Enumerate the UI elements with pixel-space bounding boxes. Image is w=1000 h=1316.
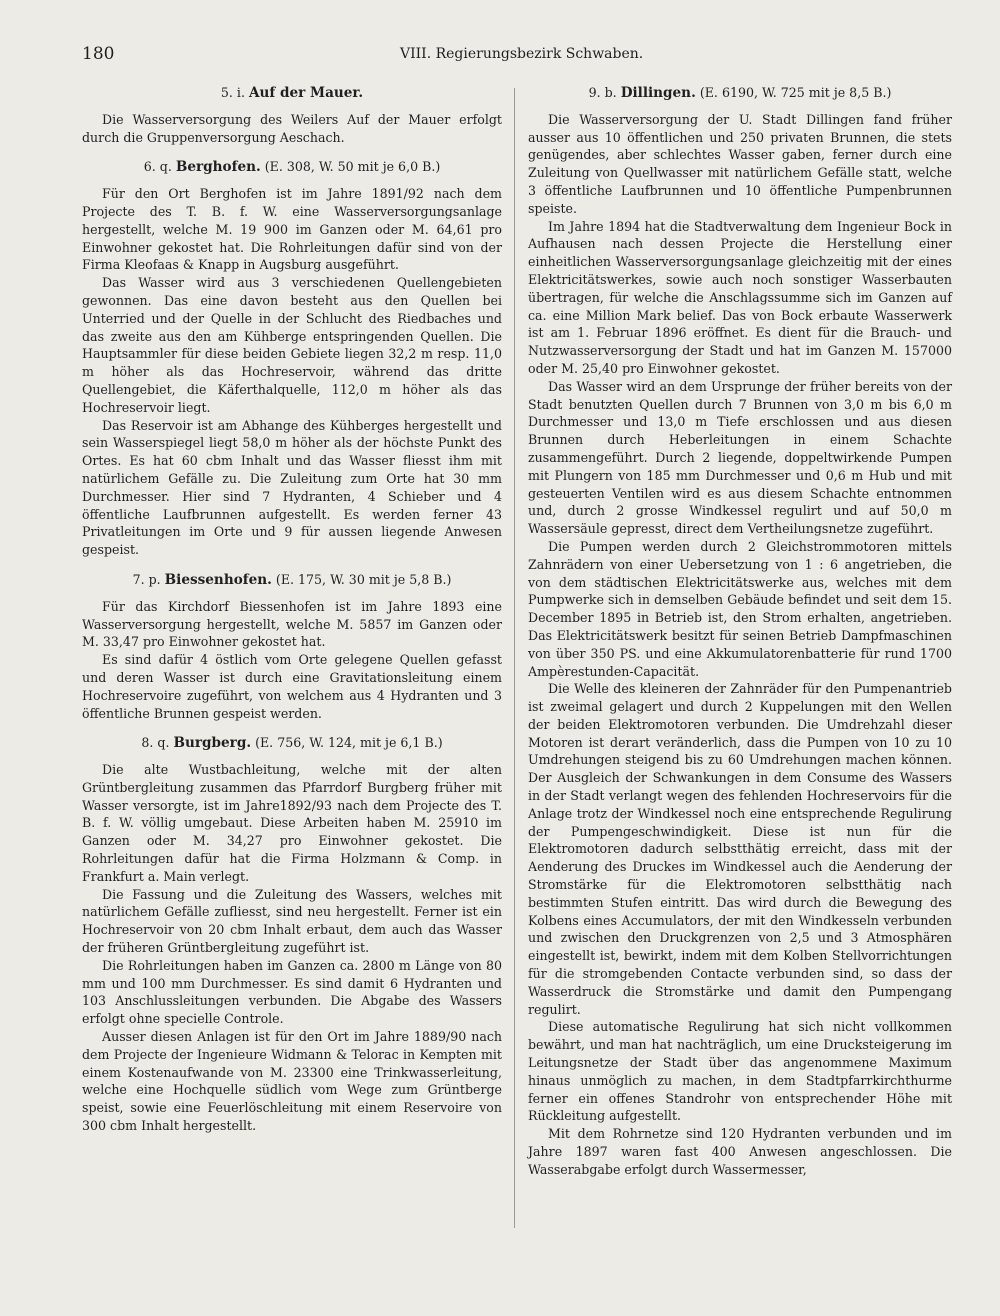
body-paragraph: Es sind dafür 4 östlich vom Orte gelegene Quellen gefasst und deren Wasser ist durch eine Gravitationsleitung einem Hochreservoire zugeführt, von welchem aus 4 Hydranten und 3 öffentliche Brunnen gespeist werden. (82, 652, 502, 721)
section-number: 8. q. (141, 735, 170, 751)
left-column (82, 84, 502, 1135)
body-paragraph: Für den Ort Berghofen ist im Jahre 1891/92 nach dem Projecte des T. B. f. W. eine Wasserversorgungsanlage hergestellt, welche M. 19 900 im Ganzen oder M. 64,61 pro Einwohner gekostet hat. Die Rohrleitungen dafür sind von der Firma Kleofaas & Knapp in Augsburg ausgeführt. (82, 186, 502, 273)
body-paragraph: Die Wasserversorgung der U. Stadt Dillingen fand früher ausser aus 10 öffentlichen und 250 privaten Brunnen, die stets genügendes, aber schlechtes Wasser gaben, ferner durch eine Zuleitung von Quellwasser mit natürlichem Gefälle statt, welche 3 öffentliche Laufbrunnen und 10 öffentliche Pumpenbrunnen speiste. (528, 111, 952, 216)
body-paragraph: Die Pumpen werden durch 2 Gleichstrommotoren mittels Zahnrädern von einer Uebersetzung von 1 : 6 angetrieben, die von dem städtischen Elektricitätswerke aus, welches mit dem Pumpwerke sich in demselben Gebäude befindet und seit dem 15. December 1895 in Betrieb ist, den Strom erhalten, angetrieben. Das Elektricitätswerk besitzt für seinen Betrieb Dampfmaschinen von über 350 PS. und eine Akkumulatorenbatterie für rund 1700 Ampèrestunden-Capacität. (528, 538, 952, 679)
section-place-name: Biessenhofen. (164, 571, 272, 588)
section-statistics: (E. 6190, W. 725 mit je 8,5 B.) (699, 85, 892, 100)
section-place-name: Auf der Mauer. (248, 85, 364, 101)
body-paragraph: Die Welle des kleineren der Zahnräder für den Pumpenantrieb ist zweimal gelagert und durch 2 Kuppelungen mit den Wellen der beiden Elektromotoren verbunden. Die Umdrehzahl dieser Motoren ist derart veränderlich, dass die Pumpen von 10 zu 10 Umdrehungen steigend bis zu 60 Umdrehungen machen können. Der Ausgleich der Schwankungen in dem Consume des Wassers in der Stadt verlangt wegen des fehlenden Hochreservoirs für die Anlage trotz der Windkessel noch eine entsprechende Regulirung der Pumpengeschwindigkeit. Diese ist nun für die Elektromotoren dadurch selbstthätig erreicht, dass mit der Aenderung des Druckes im Windkessel auch die Aenderung der Stromstärke für die Elektromotoren selbstthätig nach bestimmten Stufen eintritt. Das wird durch die Bewegung des Kolbens eines Accumulators, der mit den Windkesseln verbunden und zwischen den Druckgrenzen von 2,5 und 3 Atmosphären eingestellt ist, bewirkt, indem mit dem Kolben Stellvorrichtungen für die stromgebenden Contacte verbunden sind, so dass der Wasserdruck die Stromstärke und damit den Pumpengang regulirt. (528, 681, 952, 1017)
body-paragraph: Das Reservoir ist am Abhange des Kühberges hergestellt und sein Wasserspiegel liegt 58,0 m höher als der höchste Punkt des Ortes. Es hat 60 cbm Inhalt und das Wasser fliesst ihm mit natürlichem Gefälle zu. Die Zuleitung zum Orte hat 30 mm Durchmesser. Hier sind 7 Hydranten, 4 Schieber und 4 öffentliche Laufbrunnen aufgestellt. Es werden ferner 43 Privatleitungen im Orte und 9 für aussen liegende Anwesen gespeist. (82, 417, 502, 558)
body-paragraph: Die Fassung und die Zuleitung des Wassers, welches mit natürlichem Gefälle zufliesst, sind neu hergestellt. Ferner ist ein Hochreservoir von 20 cbm Inhalt erbaut, dem auch das Wasser der früheren Grüntbergleitung zugeführt ist. (82, 886, 502, 956)
running-head: VIII. Regierungsbezirk Schwaben. (400, 46, 644, 62)
section-place-name: Berghofen. (175, 159, 261, 176)
column-divider (514, 88, 515, 1228)
section-place-name: Burgberg. (173, 735, 252, 752)
body-paragraph: Die Rohrleitungen haben im Ganzen ca. 2800 m Länge von 80 mm und 100 mm Durchmesser. Es sind damit 6 Hydranten und 103 Anschlussleitungen verbunden. Die Abgabe des Wassers erfolgt ohne specielle Controle. (82, 957, 502, 1027)
body-paragraph: Diese automatische Regulirung hat sich nicht vollkommen bewährt, und man hat nachträglich, um eine Drucksteigerung im Leitungsnetze der Stadt über das angenommene Maximum hinaus unmöglich zu machen, in dem Stadtpfarrkirchthurme ferner ein offenes Standrohr von entsprechender Höhe mit Rückleitung aufgestellt. (528, 1019, 952, 1124)
page-header (82, 44, 948, 70)
body-paragraph: Im Jahre 1894 hat die Stadtverwaltung dem Ingenieur Bock in Aufhausen nach dessen Projecte die Herstellung einer einheitlichen Wasserversorgungsanlage gleichzeitig mit der eines Elektricitätswerkes, sowie auch noch sonstiger Wasserbauten übertragen, für welche die Anschlagssumme sich im Ganzen auf ca. eine Million Mark belief. Das von Bock erbaute Wasserwerk ist am 1. Februar 1896 eröffnet. Es dient für die Brauch- und Nutzwasserversorgung der Stadt und hat im Ganzen M. 157000 oder M. 25,40 pro Einwohner gekostet. (528, 218, 952, 376)
section-heading (528, 84, 952, 103)
section-number: 7. p. (132, 571, 161, 587)
body-paragraph: Mit dem Rohrnetze sind 120 Hydranten verbunden und im Jahre 1897 waren fast 400 Anwesen angeschlossen. Die Wasserabgabe erfolgt durch Wassermesser, (528, 1126, 952, 1177)
body-paragraph: Ausser diesen Anlagen ist für den Ort im Jahre 1889/90 nach dem Projecte der Ingenieure Widmann & Telorac in Kempten mit einem Kostenaufwande von M. 23300 eine Trinkwasserleitung, welche eine Hochquelle südlich vom Wege zum Grüntberge speist, sowie eine Feuerlöschleitung mit einem Reservoire von 300 cbm Inhalt hergestellt. (82, 1029, 502, 1134)
section-statistics: (E. 175, W. 30 mit je 5,8 B.) (275, 571, 452, 587)
section-number: 9. b. (588, 85, 617, 100)
body-paragraph: Die Wasserversorgung des Weilers Auf der Mauer erfolgt durch die Gruppenversorgung Aeschach. (82, 111, 502, 145)
body-paragraph: Das Wasser wird aus 3 verschiedenen Quellengebieten gewonnen. Das eine davon besteht aus den Quellen bei Unterried und der Quelle in der Schlucht des Riedbaches und das zweite aus den am Kühberge entspringenden Quellen. Die Hauptsammler für diese beiden Gebiete liegen 32,2 m resp. 11,0 m höher als das Hochreservoir, während das dritte Quellengebiet, die Käferthalquelle, 112,0 m höher als das Hochreservoir liegt. (82, 275, 502, 415)
page-number: 180 (82, 44, 115, 64)
right-column (528, 84, 952, 1179)
body-paragraph: Die alte Wustbachleitung, welche mit der alten Grüntbergleitung zusammen das Pfarrdorf Burgberg früher mit Wasser versorgte, ist im Jahre1892/93 nach dem Projecte des T. B. f. W. völlig umgebaut. Diese Arbeiten haben M. 25910 im Ganzen oder M. 34,27 pro Einwohner gekostet. Die Rohrleitungen dafür hat die Firma Holzmann & Comp. in Frankfurt a. Main verlegt. (82, 762, 502, 884)
section-place-name: Dillingen. (620, 85, 696, 101)
section-number: 6. q. (143, 159, 172, 175)
body-paragraph: Für das Kirchdorf Biessenhofen ist im Jahre 1893 eine Wasserversorgung hergestellt, welche M. 5857 im Ganzen oder M. 33,47 pro Einwohner gekostet hat. (82, 598, 502, 650)
section-number: 5. i. (220, 85, 245, 100)
section-statistics: (E. 756, W. 124, mit je 6,1 B.) (255, 735, 443, 751)
section-heading (82, 734, 502, 753)
body-paragraph: Das Wasser wird an dem Ursprunge der früher bereits von der Stadt benutzten Quellen durch 7 Brunnen von 3,0 m bis 6,0 m Durchmesser und 13,0 m Tiefe erschlossen und aus diesen Brunnen durch Heberleitungen in einem Schachte zusammengeführt. Durch 2 liegende, doppeltwirkende Pumpen mit Plungern von 185 mm Durchmesser und 0,6 m Hub und mit gesteuerten Ventilen wird es aus diesem Schachte entnommen und, durch 2 grosse Windkessel regulirt und auf 50,0 m Wassersäule gepresst, direct dem Vertheilungsnetze zugeführt. (528, 378, 952, 537)
section-heading (82, 571, 502, 590)
section-heading (82, 158, 502, 177)
section-statistics: (E. 308, W. 50 mit je 6,0 B.) (264, 159, 441, 175)
section-heading (82, 84, 502, 103)
